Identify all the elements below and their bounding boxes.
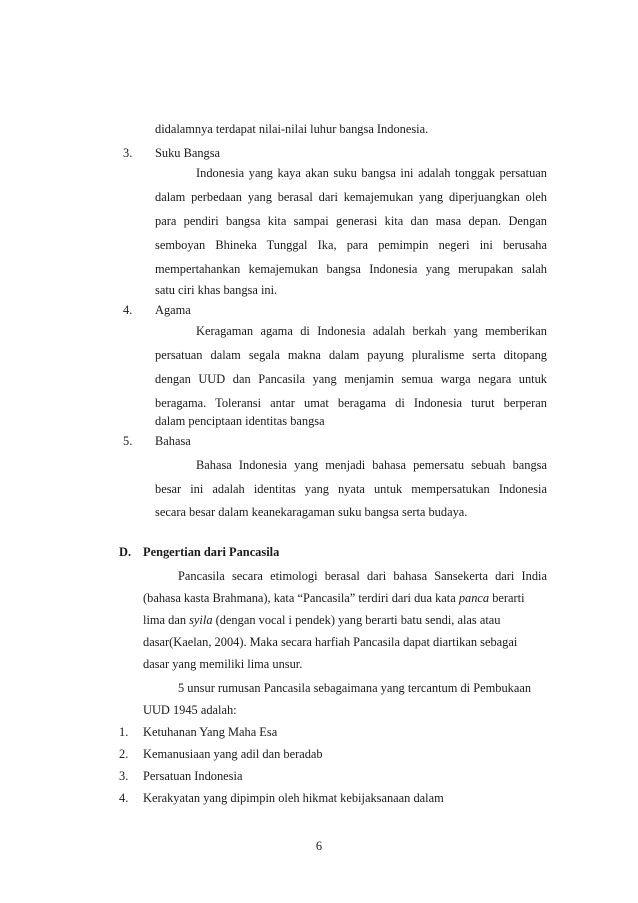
section-label: D.: [119, 545, 132, 559]
body-text-line: Keragaman agama di Indonesia adalah berkah yang memberikan: [196, 324, 547, 338]
list-item: Ketuhanan Yang Maha Esa: [143, 725, 278, 739]
list-number: 4.: [119, 791, 129, 805]
body-text-line: para pendiri bangsa kita sampai generasi kita dan masa depan. Dengan: [155, 214, 547, 228]
body-text-line: Pancasila secara etimologi berasal dari bahasa Sansekerta dari India: [178, 569, 547, 583]
body-text-line: persatuan dalam segala makna dalam payung pluralisme serta ditopang: [155, 348, 547, 362]
list-number: 3.: [119, 769, 129, 783]
list-number: 5.: [123, 434, 133, 448]
list-number: 3.: [123, 146, 133, 160]
list-number: 1.: [119, 725, 129, 739]
page-number: 6: [315, 839, 323, 853]
body-text-line: UUD 1945 adalah:: [143, 703, 237, 717]
body-text-line: dengan UUD dan Pancasila yang menjamin semua warga negara untuk: [155, 372, 547, 386]
body-text-line: lima dan syila (dengan vocal i pendek) yang berarti batu sendi, alas atau: [143, 613, 501, 627]
body-text-line: beragama. Toleransi antar umat beragama di Indonesia turut berperan: [155, 396, 547, 410]
list-item-title: Bahasa: [155, 434, 191, 448]
body-text-line: mempertahankan kemajemukan bangsa Indonesia yang merupakan salah: [155, 262, 547, 276]
body-text-line: dasar(Kaelan, 2004). Maka secara harfiah Pancasila dapat diartikan sebagai: [143, 635, 518, 649]
body-text-line: Bahasa Indonesia yang menjadi bahasa pemersatu sebuah bangsa: [196, 458, 547, 472]
section-title: Pengertian dari Pancasila: [143, 545, 280, 559]
body-text-line: satu ciri khas bangsa ini.: [155, 283, 278, 297]
body-text-line: semboyan Bhineka Tunggal Ika, para pemimpin negeri ini berusaha: [155, 238, 547, 252]
body-text-line: besar ini adalah identitas yang nyata untuk mempersatukan Indonesia: [155, 482, 547, 496]
body-text-line: 5 unsur rumusan Pancasila sebagaimana yang tercantum di Pembukaan: [178, 681, 532, 695]
body-text-line: dalam perbedaan yang berasal dari kemajemukan yang diperjuangkan oleh: [155, 190, 547, 204]
body-text-line: dalam penciptaan identitas bangsa: [155, 414, 325, 428]
list-item: Kerakyatan yang dipimpin oleh hikmat kebijaksanaan dalam: [143, 791, 444, 805]
list-number: 4.: [123, 303, 133, 317]
list-number: 2.: [119, 747, 129, 761]
body-text-line: (bahasa kasta Brahmana), kata “Pancasila” terdiri dari dua kata panca berarti: [143, 591, 525, 605]
body-text-line: didalamnya terdapat nilai-nilai luhur bangsa Indonesia.: [155, 122, 429, 136]
list-item: Persatuan Indonesia: [143, 769, 243, 783]
list-item: Kemanusiaan yang adil dan beradab: [143, 747, 323, 761]
body-text-line: Indonesia yang kaya akan suku bangsa ini adalah tonggak persatuan: [196, 166, 547, 180]
list-item-title: Suku Bangsa: [155, 146, 221, 160]
body-text-line: secara besar dalam keanekaragaman suku bangsa serta budaya.: [155, 505, 468, 519]
body-text-line: dasar yang memiliki lima unsur.: [143, 657, 303, 671]
list-item-title: Agama: [155, 303, 191, 317]
